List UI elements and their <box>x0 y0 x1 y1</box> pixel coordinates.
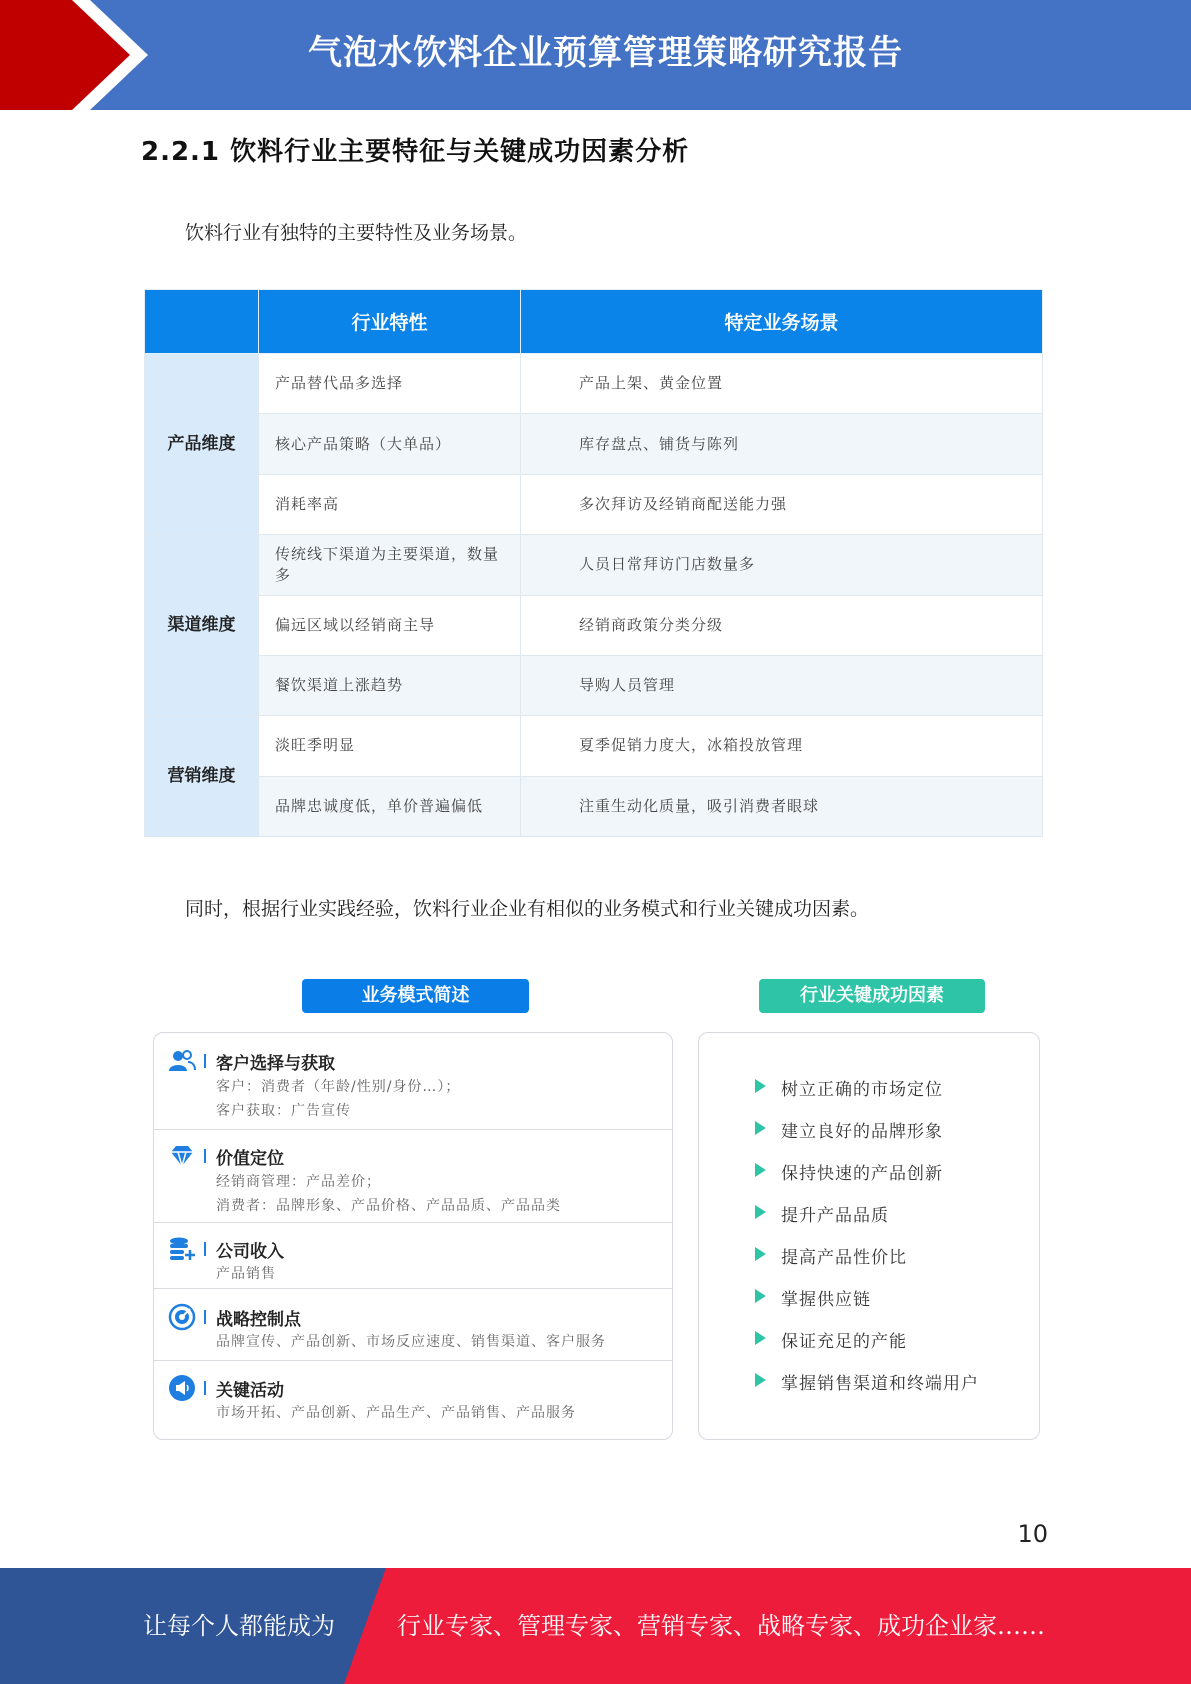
item-detail: 消费者：品牌形象、产品价格、产品品质、产品品类 <box>216 1198 561 1214</box>
table-row <box>145 535 1043 595</box>
key-success-factors-panel <box>698 1032 1040 1440</box>
scene-cell: 多次拜访及经销商配送能力强 <box>521 474 1043 534</box>
feature-cell: 偏远区域以经销商主导 <box>259 595 521 655</box>
feature-cell: 餐饮渠道上涨趋势 <box>259 655 521 715</box>
table-header-dimension <box>145 290 259 354</box>
factor-text: 保持快速的产品创新 <box>781 1164 943 1184</box>
item-detail: 品牌宣传、产品创新、市场反应速度、销售渠道、客户服务 <box>216 1334 606 1350</box>
second-paragraph: 同时，根据行业实践经验，饮料行业企业有相似的业务模式和行业关键成功因素。 <box>185 898 870 920</box>
table-row <box>145 655 1043 715</box>
business-model-item <box>154 1289 672 1361</box>
bullet-triangle-icon <box>755 1289 766 1303</box>
table-header-feature: 行业特性 <box>259 290 521 354</box>
industry-characteristics-table <box>144 289 1043 837</box>
item-separator <box>204 1242 206 1256</box>
feature-cell: 传统线下渠道为主要渠道，数量多 <box>259 535 521 595</box>
dimension-cell: 营销维度 <box>145 716 259 837</box>
bullet-triangle-icon <box>755 1331 766 1345</box>
item-title: 战略控制点 <box>216 1310 301 1330</box>
dimension-cell: 产品维度 <box>145 354 259 535</box>
feature-cell: 淡旺季明显 <box>259 716 521 776</box>
feature-cell: 核心产品策略（大单品） <box>259 414 521 474</box>
scene-cell: 产品上架、黄金位置 <box>521 354 1043 414</box>
bullet-triangle-icon <box>755 1373 766 1387</box>
table-row <box>145 354 1043 414</box>
diamond-icon <box>168 1142 196 1170</box>
factor-text: 掌握供应链 <box>781 1290 871 1310</box>
table-header-row <box>145 290 1043 354</box>
item-detail: 经销商管理：产品差价； <box>216 1174 381 1190</box>
factor-text: 掌握销售渠道和终端用户 <box>781 1374 979 1394</box>
item-separator <box>204 1149 206 1163</box>
factor-text: 树立正确的市场定位 <box>781 1080 943 1100</box>
table-header-scene: 特定业务场景 <box>521 290 1043 354</box>
page-footer <box>0 1568 1191 1684</box>
feature-cell: 品牌忠诚度低，单价普遍偏低 <box>259 776 521 836</box>
table-row <box>145 595 1043 655</box>
business-model-item <box>154 1361 672 1439</box>
key-success-factors-label: 行业关键成功因素 <box>759 979 985 1013</box>
scene-cell: 导购人员管理 <box>521 655 1043 715</box>
item-title: 关键活动 <box>216 1381 284 1401</box>
item-separator <box>204 1054 206 1068</box>
scene-cell: 库存盘点、铺货与陈列 <box>521 414 1043 474</box>
table-row <box>145 474 1043 534</box>
scene-cell: 人员日常拜访门店数量多 <box>521 535 1043 595</box>
business-model-panel <box>153 1032 673 1440</box>
bullet-triangle-icon <box>755 1163 766 1177</box>
page-number: 10 <box>1017 1520 1048 1548</box>
footer-slogan-right: 行业专家、管理专家、营销专家、战略专家、成功企业家…… <box>397 1612 1045 1640</box>
factor-text: 提升产品品质 <box>781 1206 889 1226</box>
item-detail: 客户获取：广告宣传 <box>216 1103 351 1119</box>
page-header <box>0 0 1191 110</box>
report-title: 气泡水饮料企业预算管理策略研究报告 <box>308 33 903 73</box>
target-icon <box>168 1303 196 1331</box>
feature-cell: 产品替代品多选择 <box>259 354 521 414</box>
item-detail: 产品销售 <box>216 1266 276 1282</box>
item-separator <box>204 1381 206 1395</box>
table-row <box>145 414 1043 474</box>
factor-text: 建立良好的品牌形象 <box>781 1122 943 1142</box>
business-model-label: 业务模式简述 <box>302 979 529 1013</box>
intro-paragraph: 饮料行业有独特的主要特性及业务场景。 <box>185 222 528 244</box>
scene-cell: 注重生动化质量，吸引消费者眼球 <box>521 776 1043 836</box>
factor-text: 提高产品性价比 <box>781 1248 907 1268</box>
item-separator <box>204 1310 206 1324</box>
bullet-triangle-icon <box>755 1247 766 1261</box>
users-icon <box>168 1047 196 1075</box>
item-title: 公司收入 <box>216 1242 284 1262</box>
coins-plus-icon <box>168 1235 196 1263</box>
footer-slogan-left: 让每个人都能成为 <box>143 1612 335 1640</box>
item-detail: 客户：消费者（年龄/性别/身份…）； <box>216 1079 461 1095</box>
feature-cell: 消耗率高 <box>259 474 521 534</box>
business-model-item <box>154 1223 672 1289</box>
scene-cell: 夏季促销力度大，冰箱投放管理 <box>521 716 1043 776</box>
scene-cell: 经销商政策分类分级 <box>521 595 1043 655</box>
bullet-triangle-icon <box>755 1079 766 1093</box>
section-heading: 2.2.1 饮料行业主要特征与关键成功因素分析 <box>141 137 690 167</box>
table-row <box>145 716 1043 776</box>
bullet-triangle-icon <box>755 1121 766 1135</box>
factor-text: 保证充足的产能 <box>781 1332 907 1352</box>
item-title: 客户选择与获取 <box>216 1054 335 1074</box>
table-row <box>145 776 1043 836</box>
business-model-item <box>154 1130 672 1223</box>
megaphone-icon <box>168 1374 196 1402</box>
dimension-cell: 渠道维度 <box>145 535 259 716</box>
item-detail: 市场开拓、产品创新、产品生产、产品销售、产品服务 <box>216 1405 576 1421</box>
item-title: 价值定位 <box>216 1149 284 1169</box>
business-model-item <box>154 1033 672 1130</box>
bullet-triangle-icon <box>755 1205 766 1219</box>
